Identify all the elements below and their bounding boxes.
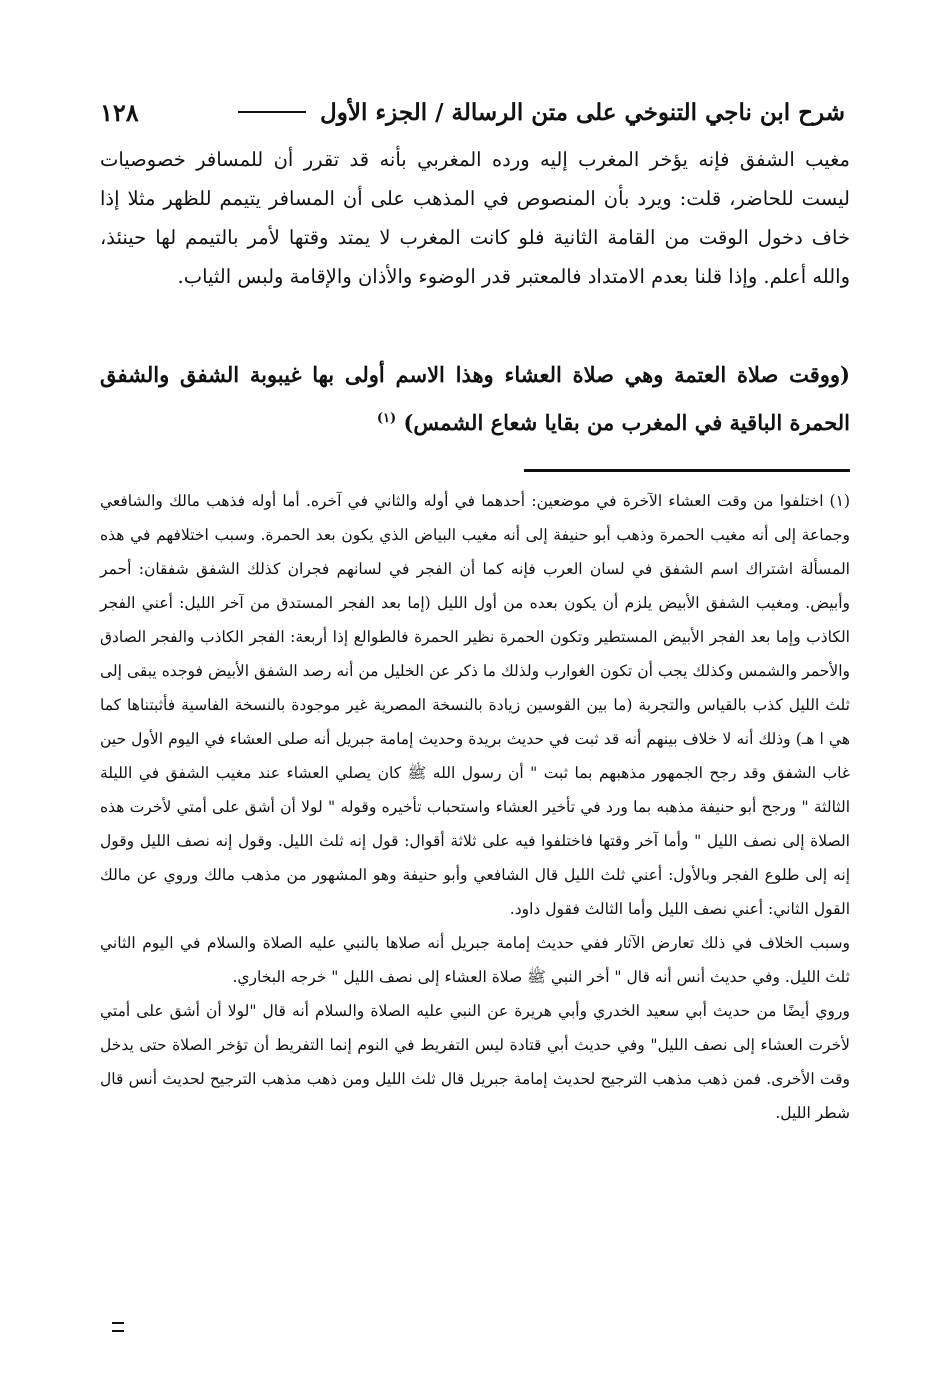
commentary-paragraph: مغيب الشفق فإنه يؤخر المغرب إليه ورده المغربي بأنه قد تقرر أن للمسافر خصوصيات ليست للحاضر، قلت: ويرد بأن المنصوص في المذهب على أن المسافر يتيمم للظهر مثلا إذا خاف دخول الوقت من القامة الثانية فلو كانت المغرب لا يمتد وقتها لأمر بالتيمم لها حينئذ، والله أعلم. وإذا قلنا بعدم الامتداد فالمعتبر قدر الوضوء والأذان والإقامة ولبس الثياب.: [100, 148, 850, 288]
commentary-block: [100, 140, 850, 296]
header-rule: [238, 111, 306, 113]
matn-text: (ووقت صلاة العتمة وهي صلاة العشاء وهذا الاسم أولى بها غيبوبة الشفق والشفق الحمرة الباقية في المغرب من بقايا شعاع الشمس): [100, 362, 850, 435]
footnote-number: (١): [829, 492, 850, 510]
footnote-separator: [524, 469, 850, 472]
footnotes-block: [100, 484, 850, 1130]
matn-paragraph: [100, 353, 850, 445]
matn-block: [100, 353, 850, 445]
footnote-text: اختلفوا من وقت العشاء الآخرة في موضعين: أحدهما في أوله والثاني في آخره. أما أوله فذهب مالك والشافعي وجماعة إلى أنه مغيب الحمرة وذهب أبو حنيفة إلى أنه مغيب البياض الذي يكون بعد الحمرة. وسبب اختلافهم في هذه المسألة اشتراك اسم الشفق في لسان العرب فإنه كما أن الفجر في لسانهم فجران كذلك الشفق شفقان: أحمر وأبيض. ومغيب الشفق الأبيض يلزم أن يكون بعده من أول الليل (إما بعد الفجر المستدق من آخر الليل: أعني الفجر الكاذب وإما بعد الفجر الأبيض المستطير وتكون الحمرة نظير الحمرة فالطوالع إذا أربعة: الفجر الكاذب والفجر الصادق والأحمر والشمس وكذلك يجب أن تكون الغوارب ولذلك ما ذكر عن الخليل من أنه رصد الشفق الأبيض فوجده يبقى إلى ثلث الليل كذب بالقياس والتجربة (ما بين القوسين زيادة بالنسخة المصرية غير موجودة بالنسخة الفاسية فأثبتناها كما هي ا هـ) وذلك أنه لا خلاف بينهم أنه قد ثبت في حديث بريدة وحديث إمامة جبريل أنه صلى العشاء في اليوم الأول حين غاب الشفق وقد رجح الجمهور مذهبهم بما ثبت " أن رسول الله ﷺ كان يصلي العشاء عند مغيب الشفق في الليلة الثالثة " ورجح أبو حنيفة مذهبه بما ورد في تأخير العشاء واستحباب تأخيره وقوله " لولا أن أشق على أمتي لأخرت هذه الصلاة إلى نصف الليل " وأما آخر وقتها فاختلفوا فيه على ثلاثة أقوال: قول إنه ثلث الليل. وقول إنه نصف الليل وقول إنه إلى طلوع الفجر وبالأول: أعني ثلث الليل قال الشافعي وأبو حنيفة وهو المشهور من مذهب مالك وروي عن مالك القول الثاني: أعني نصف الليل وأما الثالث فقول داود.: [100, 492, 850, 918]
end-mark: [112, 1322, 124, 1332]
footnote-paragraph: [100, 484, 850, 926]
book-title: شرح ابن ناجي التنوخي على متن الرسالة / الجزء الأول: [320, 98, 845, 126]
footnote-paragraph: وروي أيضًا من حديث أبي سعيد الخدري وأبي هريرة عن النبي عليه الصلاة والسلام أنه قال "لولا أن أشق على أمتي لأخرت العشاء إلى نصف الليل" وفي حديث أبي قتادة ليس التفريط في النوم إنما التفريط أن تؤخر الصلاة حتى يدخل وقت الأخرى. فمن ذهب مذهب الترجيح لحديث إمامة جبريل قال ثلث الليل ومن ذهب مذهب الترجيح لحديث أنس قال شطر الليل.: [100, 1002, 851, 1122]
page-number: ١٢٨: [100, 97, 139, 127]
running-header: [100, 92, 845, 132]
footnote-paragraph: وسبب الخلاف في ذلك تعارض الآثار ففي حديث إمامة جبريل أنه صلاها بالنبي عليه الصلاة والسلام في اليوم الثاني ثلث الليل. وفي حديث أنس أنه قال " أخر النبي ﷺ صلاة العشاء إلى نصف الليل " خرجه البخاري.: [100, 934, 850, 986]
footnote-reference: (١): [376, 411, 397, 426]
